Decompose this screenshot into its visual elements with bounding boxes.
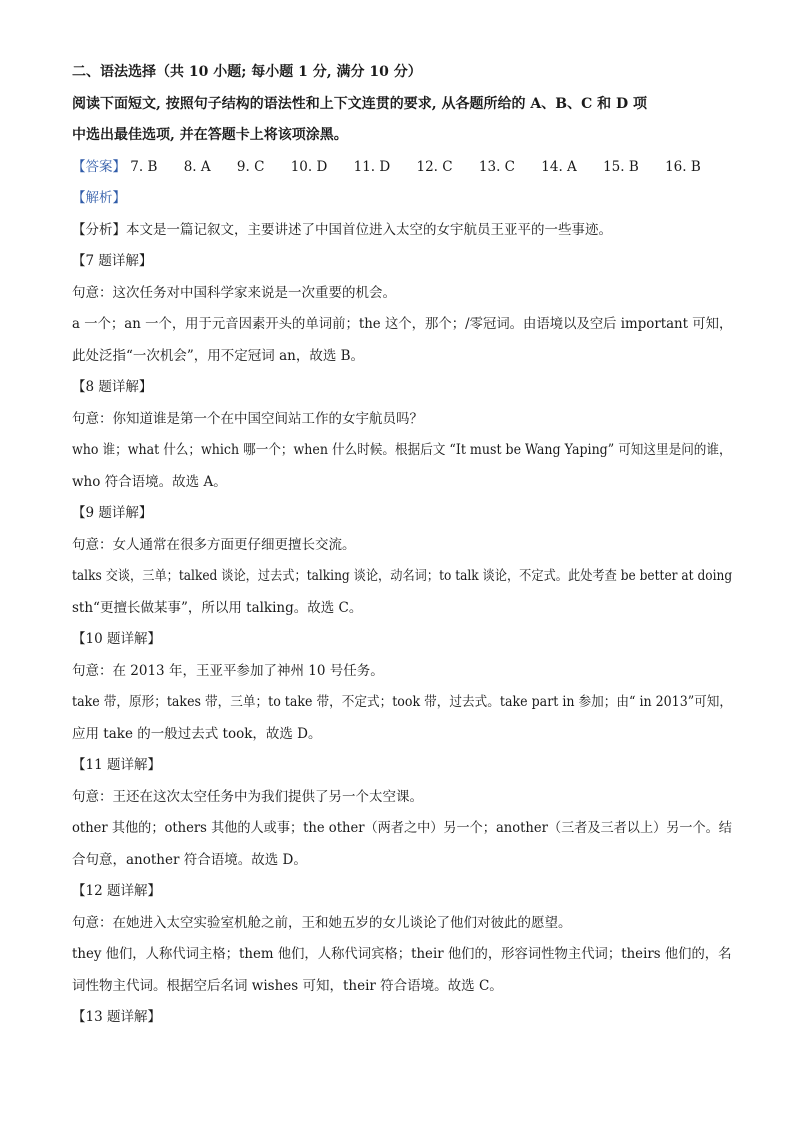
question-explanation-line: take 带，原形；takes 带，三单；to take 带，不定式；took 带，过去式。take part in 参加；由“ in 2013”可知，: [72, 694, 733, 710]
section-title: 二、语法选择（共 10 小题; 每小题 1 分, 满分 10 分）: [72, 64, 422, 80]
question-explanation-line: who 符合语境。故选 A。: [72, 473, 227, 490]
analysis-label: 【解析】: [72, 190, 126, 206]
instructions-line-1: 阅读下面短文, 按照句子结构的语法性和上下文连贯的要求, 从各题所给的 A、B、C 和 D 项: [72, 95, 647, 112]
answer-item: 16. B: [665, 158, 701, 175]
question-meaning-9: 句意：女人通常在很多方面更仔细更擅长交流。: [72, 536, 356, 553]
question-explanation-line: 此处泛指“一次机会”，用不定冠词 an，故选 B。: [72, 347, 365, 364]
answer-item: 14. A: [541, 158, 577, 175]
question-heading-13: 【13 题详解】: [72, 1009, 161, 1025]
document-page: [72, 62, 732, 1039]
question-meaning-12: 句意：在她进入太空实验室机舱之前，王和她五岁的女儿谈论了他们对彼此的愿望。: [72, 914, 572, 931]
question-explanation-line: a 一个；an 一个，用于元音因素开头的单词前；the 这个，那个；/零冠词。由语境以及空后 important 可知，: [72, 316, 733, 332]
question-meaning-11: 句意：王还在这次太空任务中为我们提供了另一个太空课。: [72, 788, 423, 805]
question-explanation-line: 词性物主代词。根据空后名词 wishes 可知，their 符合语境。故选 C。: [72, 977, 503, 994]
answer-item: 12. C: [416, 158, 453, 175]
question-meaning-10: 句意：在 2013 年，王亚平参加了神州 10 号任务。: [72, 662, 384, 679]
question-meaning-7: 句意：这次任务对中国科学家来说是一次重要的机会。: [72, 284, 396, 301]
question-heading-10: 【10 题详解】: [72, 631, 161, 647]
question-meaning-8: 句意：你知道谁是第一个在中国空间站工作的女宇航员吗？: [72, 410, 423, 427]
summary-text: 【分析】本文是一篇记叙文，主要讲述了中国首位进入太空的女宇航员王亚平的一些事迹。: [72, 221, 612, 238]
answer-item: 8. A: [183, 158, 211, 175]
question-explanation-line: 合句意，another 符合语境。故选 D。: [72, 851, 307, 868]
question-explanation-line: other 其他的；others 其他的人或事；the other（两者之中）另一个；another（三者及三者以上）另一个。结: [72, 820, 732, 836]
question-explanation-line: who 谁；what 什么；which 哪一个；when 什么时候。根据后文 “It must be Wang Yaping” 可知这里是问的谁，: [72, 442, 732, 458]
answer-item: 11. D: [353, 158, 391, 175]
answer-item: 13. C: [478, 158, 515, 175]
answer-label: 【答案】: [72, 158, 126, 175]
question-heading-9: 【9 题详解】: [72, 505, 153, 521]
question-explanation-line: they 他们，人称代词主格；them 他们，人称代词宾格；their 他们的，形容词性物主代词；theirs 他们的，名: [72, 946, 732, 962]
question-heading-7: 【7 题详解】: [72, 253, 153, 269]
question-heading-12: 【12 题详解】: [72, 883, 161, 899]
answer-item: 9. C: [236, 158, 265, 175]
question-heading-11: 【11 题详解】: [72, 757, 161, 773]
answer-item: 10. D: [290, 158, 328, 175]
question-explanation-line: 应用 take 的一般过去式 took，故选 D。: [72, 725, 322, 742]
instructions-line-2: 中选出最佳选项, 并在答题卡上将该项涂黑。: [72, 127, 348, 143]
answer-row: [72, 157, 732, 178]
question-heading-8: 【8 题详解】: [72, 379, 153, 395]
question-explanation-line: sth“更擅长做某事”，所以用 talking。故选 C。: [72, 599, 363, 616]
question-explanation-line: talks 交谈，三单；talked 谈论，过去式；talking 谈论，动名词；to talk 谈论，不定式。此处考查 be better at doing: [72, 568, 733, 584]
answer-item: 15. B: [603, 158, 639, 175]
answer-item: 7. B: [130, 158, 158, 175]
